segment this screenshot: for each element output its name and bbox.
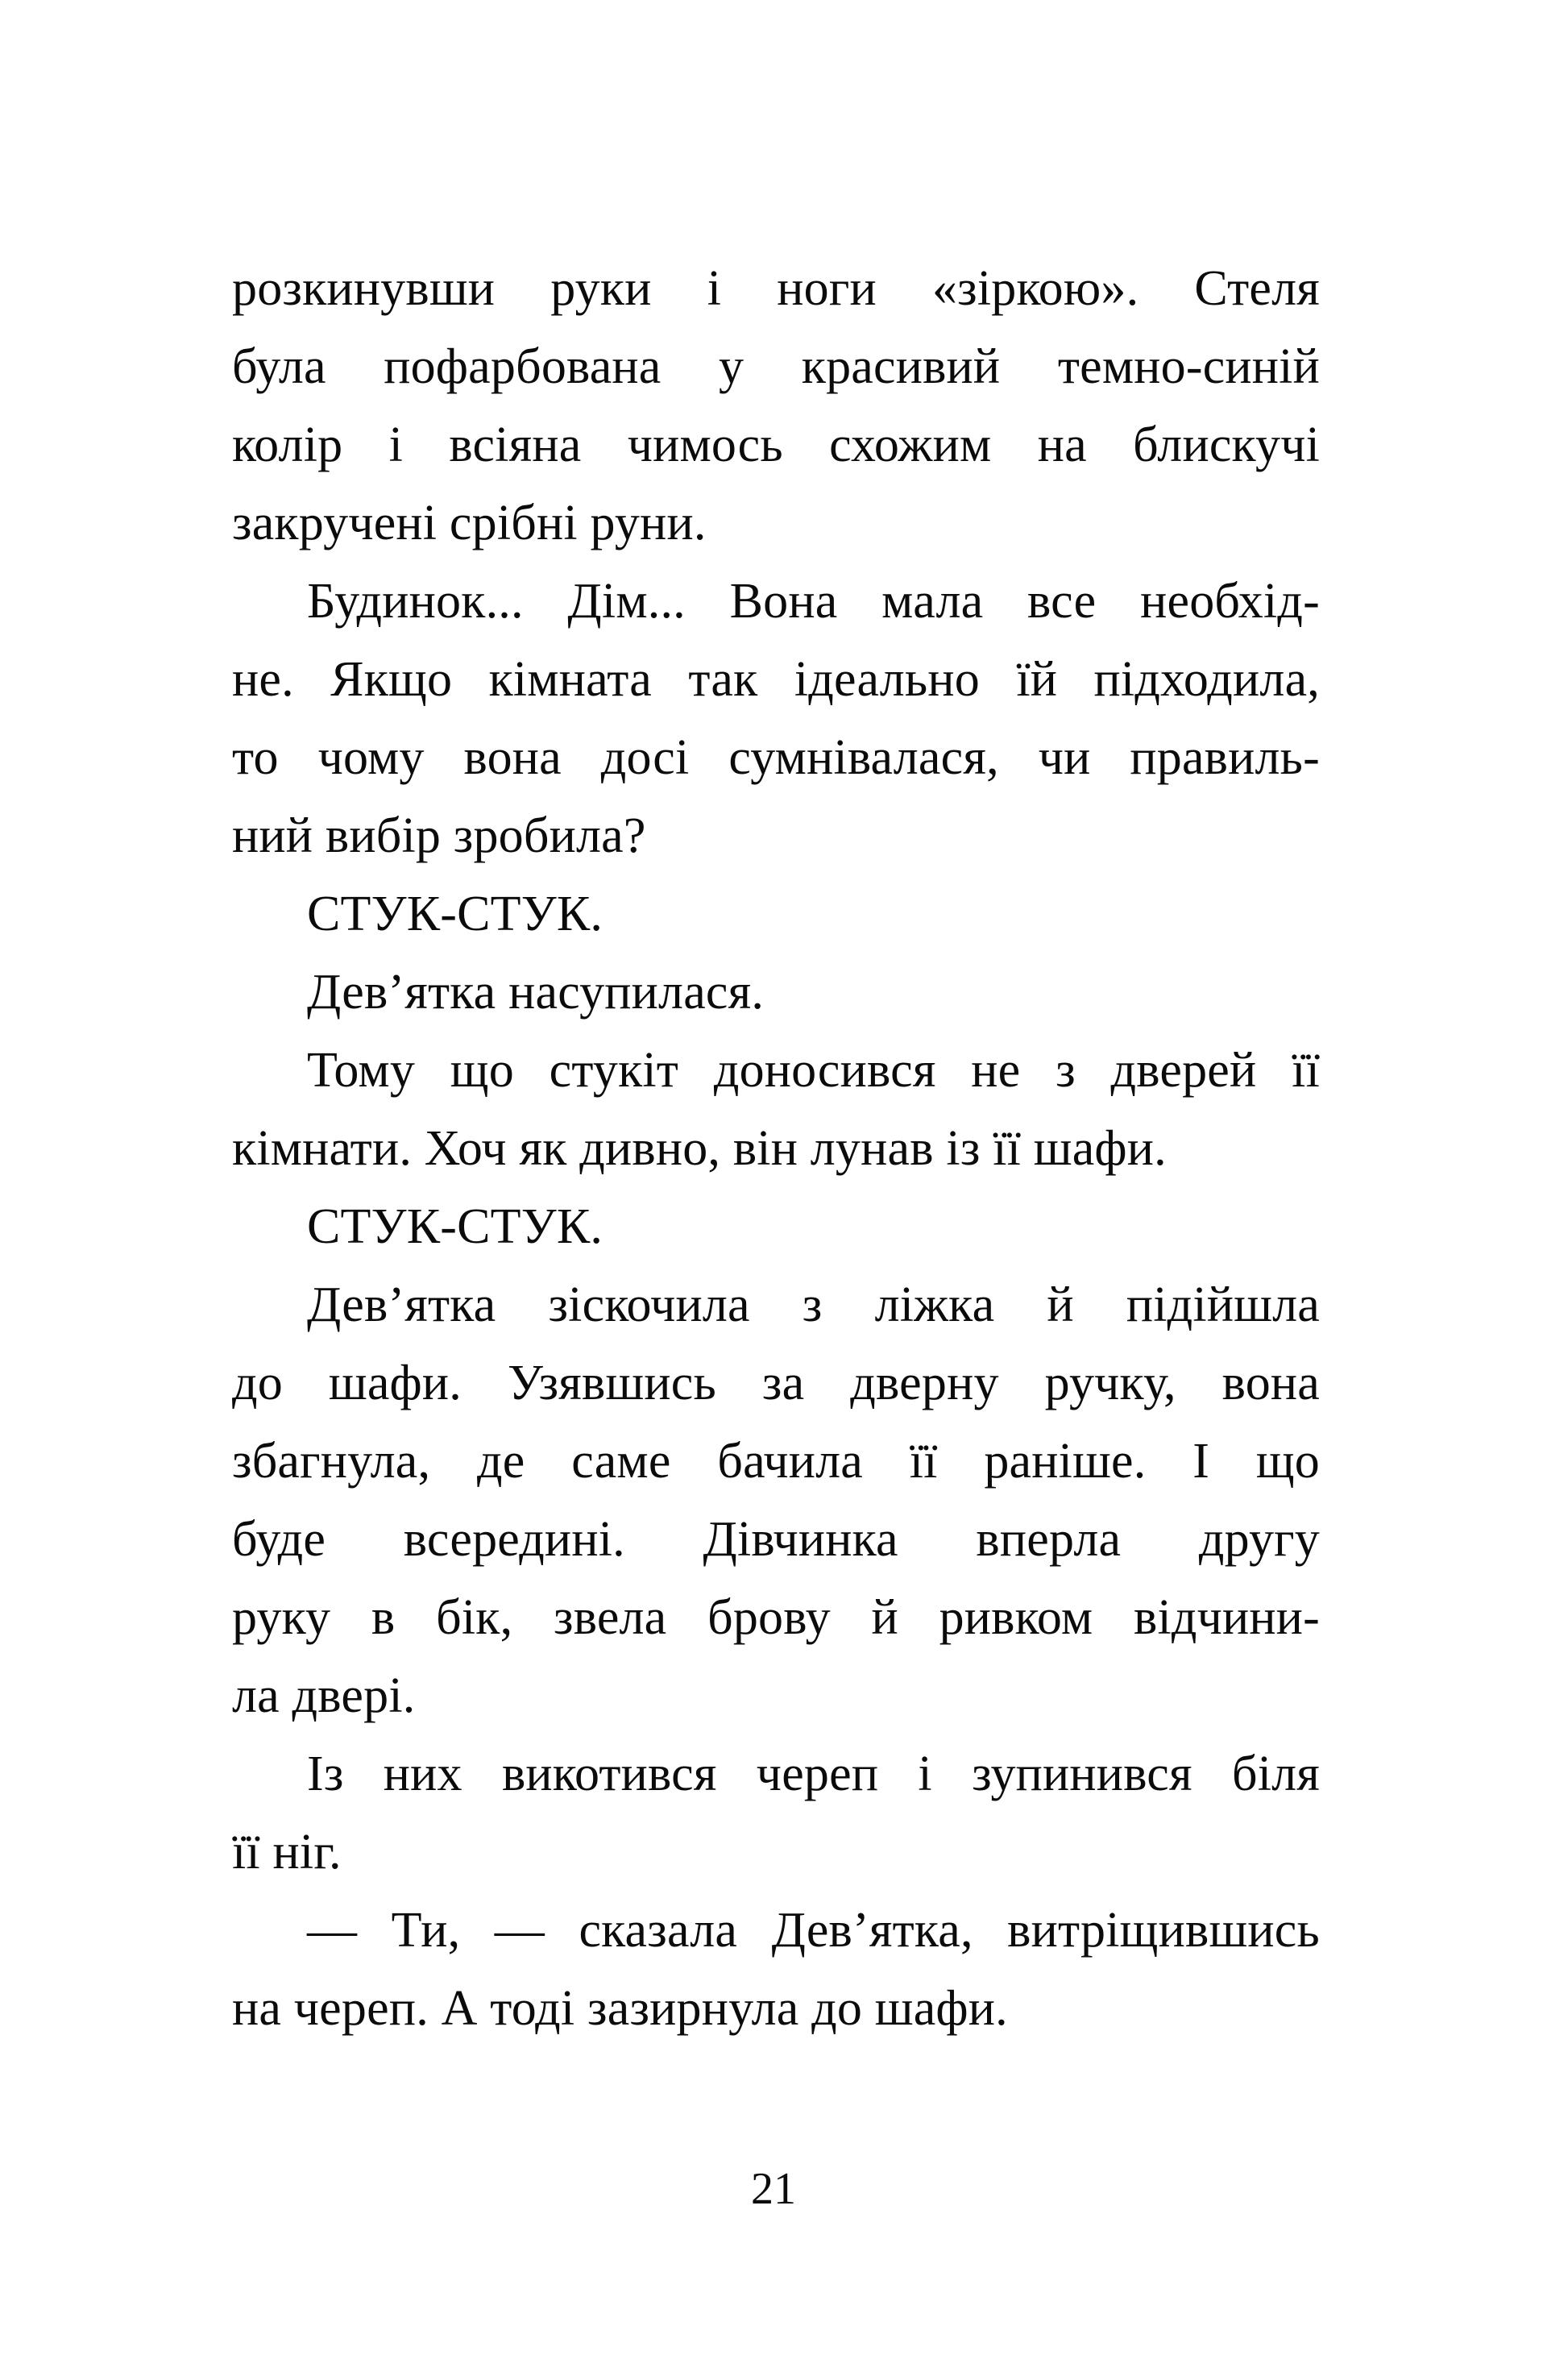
text-line: буде всередині. Дівчинка вперла другу (232, 1512, 1320, 1567)
text-line: СТУК-СТУК. (307, 1199, 603, 1254)
text-line: закручені срібні руни. (232, 496, 707, 550)
text-line: Дев’ятка зіскочила з ліжка й підійшла (307, 1277, 1320, 1332)
page-text (232, 250, 1320, 2048)
text-line: колір і всіяна чимось схожим на блискучі (232, 417, 1320, 472)
text-line: кімнати. Хоч як дивно, він лунав із її шафи. (232, 1121, 1167, 1176)
text-line: Будинок... Дім... Вона мала все необхід- (307, 574, 1320, 629)
text-line: руку в бік, звела брову й ривком відчини- (232, 1590, 1320, 1645)
text-line: то чому вона досі сумнівалася, чи правиль- (232, 730, 1320, 785)
text-line: ла двері. (232, 1668, 416, 1723)
text-line: на череп. А тоді зазирнула до шафи. (232, 1981, 1008, 2036)
text-line: була пофарбована у красивий темно-синій (232, 339, 1320, 394)
page-number: 21 (751, 2164, 796, 2214)
text-line: не. Якщо кімната так ідеально їй підходила, (232, 652, 1320, 707)
text-line: розкинувши руки і ноги «зіркою». Стеля (232, 261, 1320, 316)
text-line: Дев’ятка насупилася. (307, 965, 765, 1020)
text-line: ний вибір зробила? (232, 808, 646, 863)
text-line: Тому що стукіт доносився не з дверей її (307, 1043, 1320, 1098)
text-line: збагнула, де саме бачила її раніше. І що (232, 1434, 1320, 1489)
text-line: її ніг. (232, 1825, 342, 1879)
text-line: — Ти, — сказала Дев’ятка, витріщившись (307, 1903, 1320, 1958)
text-line: СТУК-СТУК. (307, 887, 603, 941)
text-line: Із них викотився череп і зупинився біля (307, 1747, 1320, 1801)
text-line: до шафи. Узявшись за дверну ручку, вона (232, 1356, 1320, 1410)
